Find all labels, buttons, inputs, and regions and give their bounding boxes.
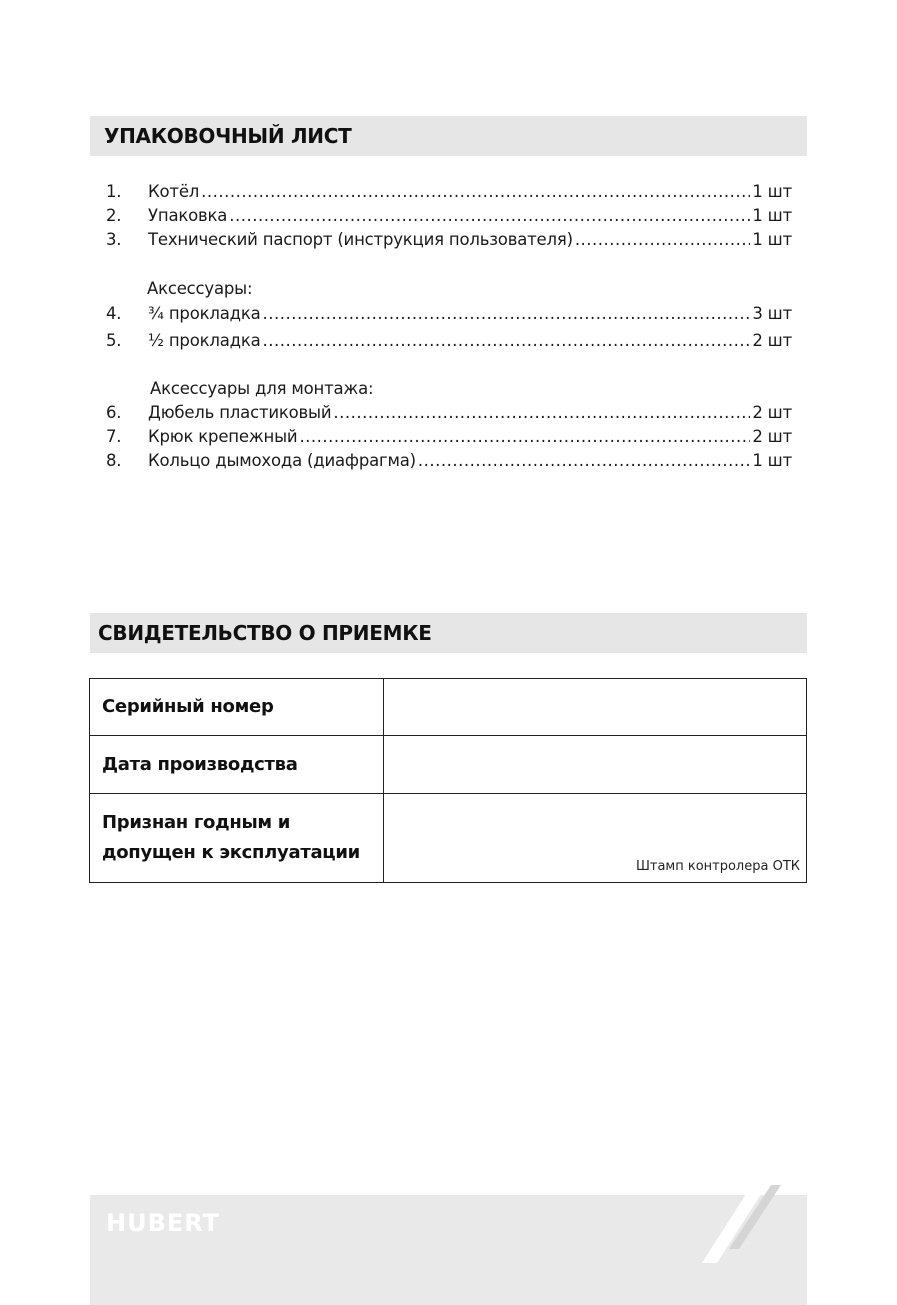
table-row xyxy=(90,736,807,794)
item-label: Дюбель пластиковый xyxy=(148,403,332,422)
accessories-heading: Аксессуары: xyxy=(147,279,253,298)
item-quantity: 1 шт xyxy=(752,206,792,225)
list-item xyxy=(106,331,792,353)
certificate-title-band xyxy=(90,613,807,653)
leader-dots xyxy=(201,182,750,201)
leader-dots xyxy=(263,304,751,323)
serial-number-field xyxy=(384,679,807,736)
approval-label-line1: Признан годным и xyxy=(102,812,291,833)
item-number: 4. xyxy=(106,304,122,323)
hubert-logo: HUBERT xyxy=(106,1209,221,1237)
approval-label xyxy=(90,794,384,883)
list-item xyxy=(106,304,792,326)
item-label: ¾ прокладка xyxy=(148,304,261,323)
list-item xyxy=(106,230,792,252)
leader-dots xyxy=(229,206,750,225)
item-number: 2. xyxy=(106,206,122,225)
item-label: Технический паспорт (инструкция пользователя) xyxy=(148,230,573,249)
item-label: Упаковка xyxy=(148,206,228,225)
leader-dots xyxy=(333,403,750,422)
serial-number-label: Серийный номер xyxy=(90,679,384,736)
item-quantity: 3 шт xyxy=(752,304,792,323)
approval-stamp-field xyxy=(384,794,807,883)
list-item xyxy=(106,451,792,473)
leader-dots xyxy=(299,427,750,446)
leader-dots xyxy=(263,331,751,350)
table-row xyxy=(90,679,807,736)
item-label: Кольцо дымохода (диафрагма) xyxy=(148,451,416,470)
item-quantity: 1 шт xyxy=(752,451,792,470)
item-number: 6. xyxy=(106,403,122,422)
list-item xyxy=(106,403,792,425)
list-item xyxy=(106,182,792,204)
table-row xyxy=(90,794,807,883)
item-number: 5. xyxy=(106,331,122,350)
item-label: Крюк крепежный xyxy=(148,427,298,446)
item-number: 7. xyxy=(106,427,122,446)
item-quantity: 1 шт xyxy=(752,230,792,249)
footer-band xyxy=(90,1195,807,1305)
production-date-label: Дата производства xyxy=(90,736,384,794)
packing-list-title: УПАКОВОЧНЫЙ ЛИСТ xyxy=(104,124,352,148)
item-quantity: 1 шт xyxy=(752,182,792,201)
item-number: 1. xyxy=(106,182,122,201)
mounting-accessories-heading: Аксессуары для монтажа: xyxy=(150,379,374,398)
leader-dots xyxy=(575,230,751,249)
packing-list-title-band xyxy=(90,116,807,156)
item-number: 3. xyxy=(106,230,122,249)
approval-label-line2: допущен к эксплуатации xyxy=(102,842,360,863)
slash-decoration-icon xyxy=(695,1177,785,1267)
item-quantity: 2 шт xyxy=(752,331,792,350)
stamp-caption: Штамп контролера ОТК xyxy=(635,859,800,874)
acceptance-table xyxy=(89,678,807,883)
item-number: 8. xyxy=(106,451,122,470)
production-date-field xyxy=(384,736,807,794)
leader-dots xyxy=(418,451,750,470)
item-quantity: 2 шт xyxy=(752,403,792,422)
item-label: Котёл xyxy=(148,182,200,201)
item-quantity: 2 шт xyxy=(752,427,792,446)
certificate-title: СВИДЕТЕЛЬСТВО О ПРИЕМКЕ xyxy=(98,621,432,645)
item-label: ½ прокладка xyxy=(148,331,261,350)
list-item xyxy=(106,206,792,228)
list-item xyxy=(106,427,792,449)
